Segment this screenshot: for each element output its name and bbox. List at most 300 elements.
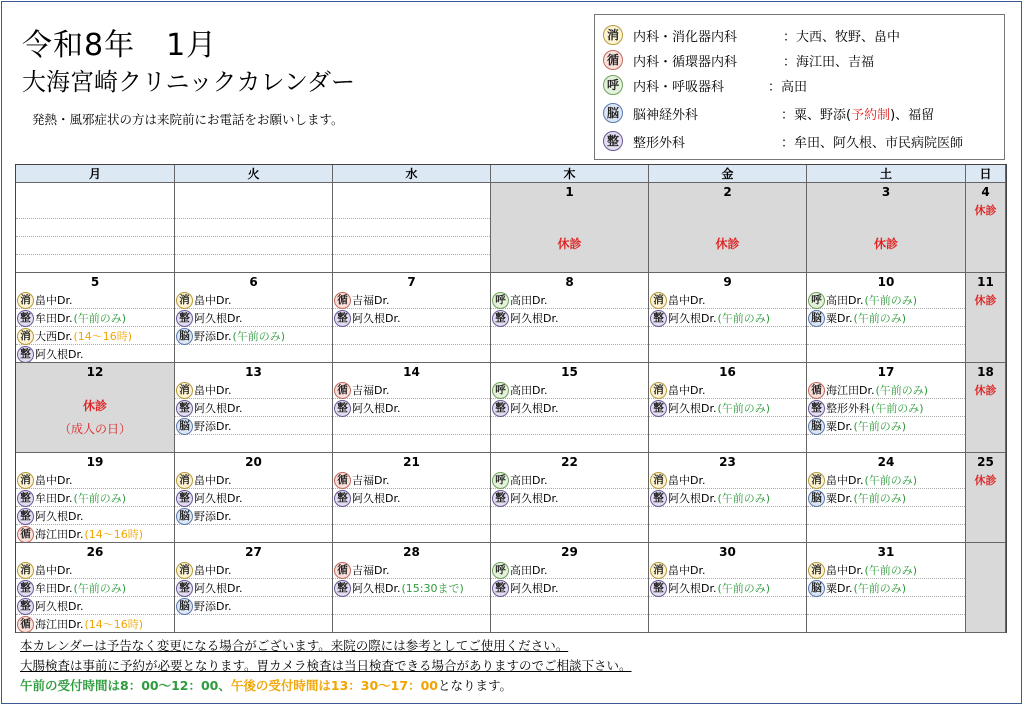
- department-badge-icon: 整: [334, 400, 351, 417]
- doctor-entry: [176, 417, 332, 435]
- schedule-note: (14～16時): [84, 528, 144, 541]
- doctor-entry: [808, 417, 965, 435]
- day-number: 19: [86, 455, 104, 469]
- doctor-name: 畠中Dr.: [194, 294, 232, 307]
- doctor-name: 阿久根Dr.: [194, 582, 243, 595]
- day-number: 23: [719, 455, 736, 469]
- doctor-name: 野添Dr.: [194, 510, 232, 523]
- doctor-entry: [17, 291, 174, 309]
- department-badge-icon: 整: [176, 580, 193, 597]
- day-cell: [649, 183, 807, 273]
- department-badge-icon: 脳: [808, 490, 825, 507]
- doctor-name: 畠中Dr.: [35, 564, 73, 577]
- department-badge-icon: 整: [176, 400, 193, 417]
- day-number: 9: [723, 275, 732, 289]
- day-number: 24: [877, 455, 895, 469]
- department-badge-icon: 循: [808, 382, 825, 399]
- department-badge-icon: 呼: [808, 292, 825, 309]
- department-badge-icon: 循: [334, 472, 351, 489]
- doctor-name: 吉福Dr.: [352, 474, 390, 487]
- doctor-entry: [492, 471, 648, 489]
- doctor-entry: [176, 507, 332, 525]
- day-cell: [491, 183, 649, 273]
- weekday-header: 水: [333, 165, 491, 183]
- department-badge-icon: 脳: [176, 418, 193, 435]
- doctor-name: 野添Dr.: [194, 600, 232, 613]
- doctor-entry: [17, 561, 174, 579]
- schedule-note: (午前のみ): [853, 312, 907, 325]
- department-badge-icon: 整: [492, 490, 509, 507]
- weekday-header: 日: [966, 165, 1006, 183]
- schedule-note: (午前のみ): [871, 402, 924, 415]
- doctor-name: 高田Dr.: [826, 294, 864, 307]
- sunday-closed-label: 休診: [974, 294, 997, 307]
- department-badge-icon: 整: [492, 400, 509, 417]
- department-badge-icon: 整: [17, 490, 34, 507]
- weekday-header: 月: [16, 165, 175, 183]
- department-badge-icon: 整: [650, 490, 667, 507]
- doctor-entry: [176, 597, 332, 615]
- doctor-name: 阿久根Dr.: [668, 582, 717, 595]
- doctor-entry: [808, 399, 965, 417]
- day-number: [966, 544, 1005, 560]
- weekday-header: 火: [175, 165, 333, 183]
- schedule-note: (午前のみ): [232, 330, 286, 343]
- doctor-entry: [808, 561, 965, 579]
- doctor-name: 阿久根Dr.: [352, 582, 401, 595]
- holiday-name: （成人の日）: [58, 422, 131, 436]
- day-number: 26: [86, 545, 104, 559]
- doctor-name: 阿久根Dr.: [668, 492, 717, 505]
- schedule-note: (午前のみ): [717, 492, 771, 505]
- doctor-name: 阿久根Dr.: [510, 402, 559, 415]
- doctor-name: 阿久根Dr.: [352, 492, 401, 505]
- doctor-entry: [808, 579, 965, 597]
- day-cell: [491, 363, 649, 453]
- sunday-closed-label: 休診: [974, 384, 997, 397]
- day-number: 5: [90, 275, 100, 289]
- weekday-header: 木: [491, 165, 649, 183]
- department-badge-icon: 循: [17, 526, 34, 543]
- doctor-entry: [650, 579, 806, 597]
- doctor-name: 畠中Dr.: [194, 564, 232, 577]
- department-badge-icon: 整: [17, 598, 34, 615]
- department-badge-icon: 整: [334, 310, 351, 327]
- closed-label: [807, 235, 965, 252]
- doctor-entry: [176, 399, 332, 417]
- weekday-header: 金: [649, 165, 807, 183]
- doctor-name: 阿久根Dr.: [35, 348, 84, 361]
- day-cell: [807, 363, 966, 453]
- doctor-entry: [808, 381, 965, 399]
- doctor-name: 畠中Dr.: [668, 294, 706, 307]
- legend-row: [603, 23, 998, 47]
- day-number: [333, 184, 490, 200]
- schedule-note: (午前のみ): [853, 582, 907, 595]
- doctor-entry: [492, 291, 648, 309]
- department-badge-icon: 消: [808, 562, 825, 579]
- doctor-name: 畠中Dr.: [194, 474, 232, 487]
- day-number: 16: [719, 365, 736, 379]
- doctor-entry: [650, 489, 806, 507]
- department-badge-icon: 消: [650, 562, 667, 579]
- doctor-name: 整形外科: [826, 402, 870, 415]
- doctor-name: 畠中Dr.: [35, 294, 73, 307]
- day-number: 25: [977, 455, 994, 469]
- doctor-name: 粟Dr.: [826, 582, 853, 595]
- doctor-entry: [492, 399, 648, 417]
- day-cell: [966, 453, 1006, 543]
- doctor-name: 阿久根Dr.: [510, 492, 559, 505]
- day-cell: [966, 273, 1006, 363]
- doctor-name: 吉福Dr.: [352, 564, 390, 577]
- doctor-entry: [334, 579, 490, 597]
- doctor-entry: [492, 489, 648, 507]
- department-badge-icon: 脳: [808, 580, 825, 597]
- schedule-note: (午前のみ): [73, 582, 127, 595]
- day-number: 22: [561, 455, 578, 469]
- closed-label: [491, 235, 648, 252]
- doctor-entry: [334, 381, 490, 399]
- doctor-entry: [334, 309, 490, 327]
- doctor-name: 畠中Dr.: [194, 384, 232, 397]
- day-cell: [649, 543, 807, 633]
- day-cell: [649, 363, 807, 453]
- department-badge-icon: 循: [603, 50, 623, 70]
- day-number: 7: [407, 275, 416, 289]
- footer-hours: [20, 676, 512, 694]
- doctor-name: 畠中Dr.: [668, 474, 706, 487]
- doctor-entry: [176, 327, 332, 345]
- doctor-entry: [17, 579, 174, 597]
- department-badge-icon: 整: [492, 310, 509, 327]
- department-badge-icon: 整: [603, 131, 623, 151]
- schedule-note: (午前のみ): [717, 582, 771, 595]
- department-badge-icon: 整: [17, 346, 34, 363]
- doctor-name: 高田Dr.: [510, 474, 548, 487]
- day-number: 27: [245, 545, 262, 559]
- doctor-name: 阿久根Dr.: [510, 582, 559, 595]
- department-badge-icon: 消: [176, 472, 193, 489]
- doctor-name: 高田Dr.: [510, 564, 548, 577]
- department-badge-icon: 消: [808, 472, 825, 489]
- department-badge-icon: 脳: [176, 598, 193, 615]
- day-number: 2: [723, 185, 732, 199]
- department-badge-icon: 呼: [492, 472, 509, 489]
- doctor-entry: [176, 579, 332, 597]
- doctor-name: 阿久根Dr.: [668, 312, 717, 325]
- day-cell: [333, 363, 491, 453]
- doctor-name: 畠中Dr.: [826, 474, 864, 487]
- doctor-entry: [650, 309, 806, 327]
- doctor-entry: [17, 327, 174, 345]
- day-number: 30: [719, 545, 736, 559]
- day-number: 21: [403, 455, 420, 469]
- day-cell: [333, 273, 491, 363]
- day-number: 18: [977, 365, 994, 379]
- calendar-grid: [15, 164, 1007, 633]
- doctor-name: 畠中Dr.: [668, 384, 706, 397]
- doctor-name: 吉福Dr.: [352, 384, 390, 397]
- doctor-entry: [650, 291, 806, 309]
- department-badge-icon: 消: [650, 382, 667, 399]
- doctor-entry: [176, 489, 332, 507]
- day-cell: [649, 453, 807, 543]
- day-cell: [807, 183, 966, 273]
- department-badge-icon: 脳: [808, 418, 825, 435]
- dotted-rule-lines: [175, 201, 332, 272]
- legend-row: [603, 48, 998, 72]
- department-badge-icon: 呼: [603, 75, 623, 95]
- doctor-entry: [176, 561, 332, 579]
- department-badge-icon: 消: [17, 328, 34, 345]
- department-badge-icon: 整: [334, 490, 351, 507]
- doctor-name: 阿久根Dr.: [194, 312, 243, 325]
- department-badge-icon: 消: [650, 472, 667, 489]
- department-badge-icon: 整: [650, 580, 667, 597]
- department-badge-icon: 整: [334, 580, 351, 597]
- doctor-name: 阿久根Dr.: [510, 312, 559, 325]
- doctor-name: 畠中Dr.: [826, 564, 864, 577]
- schedule-note: (14～16時): [84, 618, 144, 631]
- doctor-entry: [650, 561, 806, 579]
- title-clinic: 大海宮崎クリニックカレンダー: [22, 68, 355, 96]
- schedule-note: (午前のみ): [853, 492, 907, 505]
- department-badge-icon: 呼: [492, 382, 509, 399]
- day-number: 1: [565, 185, 574, 199]
- legend-doctors: [781, 104, 934, 123]
- doctor-entry: [334, 561, 490, 579]
- day-number: 28: [403, 545, 420, 559]
- department-badge-icon: 整: [492, 580, 509, 597]
- doctor-name: 畠中Dr.: [35, 474, 73, 487]
- sunday-closed-label: 休診: [974, 204, 997, 217]
- doctor-entry: [808, 471, 965, 489]
- doctor-entry: [17, 597, 174, 615]
- doctor-entry: [176, 291, 332, 309]
- department-badge-icon: 消: [650, 292, 667, 309]
- legend-department: 内科・循環器内科: [633, 54, 738, 70]
- legend-doctors-part: ：粟、野添(: [781, 107, 852, 123]
- doctor-name: 高田Dr.: [510, 294, 548, 307]
- department-badge-icon: 整: [650, 400, 667, 417]
- doctor-name: 阿久根Dr.: [352, 312, 401, 325]
- department-legend: [594, 14, 1005, 160]
- department-badge-icon: 整: [808, 400, 825, 417]
- day-cell: [175, 183, 333, 273]
- day-cell: [16, 273, 175, 363]
- day-cell: [966, 363, 1006, 453]
- doctor-name: 野添Dr.: [194, 420, 232, 433]
- legend-doctors-part: )、福留: [890, 107, 935, 123]
- doctor-name: 吉福Dr.: [352, 294, 390, 307]
- legend-doctors: ：海江田、吉福: [783, 54, 875, 70]
- closed-label: [649, 235, 806, 252]
- day-number: 13: [245, 365, 262, 379]
- schedule-note: (午前のみ): [875, 384, 929, 397]
- day-cell: [807, 273, 966, 363]
- doctor-name: 高田Dr.: [510, 384, 548, 397]
- schedule-note: (午前のみ): [864, 294, 918, 307]
- day-number: 15: [561, 365, 578, 379]
- day-number: 14: [403, 365, 420, 379]
- legend-doctors: ：高田: [768, 79, 808, 95]
- closed-text: 休診: [557, 237, 582, 251]
- doctor-entry: [492, 309, 648, 327]
- doctor-entry: [17, 309, 174, 327]
- doctor-name: 阿久根Dr.: [194, 492, 243, 505]
- footer-note-2: 大腸検査は事前に予約が必要となります。胃カメラ検査は当日検査できる場合がありますのでご相談下さい。: [20, 658, 632, 673]
- day-cell: [175, 453, 333, 543]
- doctor-entry: [17, 471, 174, 489]
- day-number: [175, 184, 332, 200]
- department-badge-icon: 消: [17, 562, 34, 579]
- doctor-entry: [808, 309, 965, 327]
- doctor-entry: [17, 345, 174, 363]
- schedule-note: (15:30まで): [401, 582, 464, 595]
- legend-department: 内科・呼吸器科: [633, 79, 725, 95]
- doctor-entry: [17, 507, 174, 525]
- doctor-entry: [492, 381, 648, 399]
- department-badge-icon: 消: [17, 472, 34, 489]
- legend-department: 脳神経外科: [633, 107, 699, 123]
- doctor-name: 阿久根Dr.: [194, 402, 243, 415]
- closed-text: 休診: [715, 237, 740, 251]
- schedule-note: (14～16時): [73, 330, 133, 343]
- day-cell: [491, 543, 649, 633]
- doctor-entry: [808, 291, 965, 309]
- footer-note-1: 本カレンダーは予告なく変更になる場合がございます。来院の際には参考としてご使用ください。: [20, 638, 569, 653]
- department-badge-icon: 呼: [492, 562, 509, 579]
- department-badge-icon: 循: [17, 616, 34, 633]
- doctor-name: 牟田Dr.: [35, 492, 73, 505]
- day-cell: [16, 363, 175, 453]
- schedule-note: (午前のみ): [73, 492, 127, 505]
- day-cell: [16, 543, 175, 633]
- fever-notice: 発熱・風邪症状の方は来院前にお電話をお願いします。: [32, 112, 344, 127]
- day-cell: [16, 453, 175, 543]
- day-number: 6: [249, 275, 258, 289]
- doctor-name: 阿久根Dr.: [352, 402, 401, 415]
- legend-doctors: ：牟田、阿久根、市民病院医師: [781, 135, 964, 151]
- doctor-entry: [334, 489, 490, 507]
- day-number: 29: [561, 545, 578, 559]
- doctor-name: 粟Dr.: [826, 312, 853, 325]
- department-badge-icon: 整: [17, 310, 34, 327]
- doctor-name: 畠中Dr.: [668, 564, 706, 577]
- doctor-entry: [492, 579, 648, 597]
- doctor-name: 粟Dr.: [826, 492, 853, 505]
- doctor-entry: [17, 525, 174, 543]
- schedule-note: (午前のみ): [864, 564, 918, 577]
- weekday-header: 土: [807, 165, 966, 183]
- department-badge-icon: 脳: [176, 328, 193, 345]
- doctor-entry: [808, 489, 965, 507]
- doctor-name: 大西Dr.: [35, 330, 73, 343]
- department-badge-icon: 整: [176, 310, 193, 327]
- day-cell: [649, 273, 807, 363]
- department-badge-icon: 整: [17, 580, 34, 597]
- doctor-entry: [650, 399, 806, 417]
- department-badge-icon: 脳: [808, 310, 825, 327]
- legend-department: 整形外科: [633, 135, 686, 151]
- day-cell: [491, 273, 649, 363]
- doctor-name: 牟田Dr.: [35, 582, 73, 595]
- department-badge-icon: 呼: [492, 292, 509, 309]
- doctor-entry: [492, 561, 648, 579]
- day-cell: [966, 543, 1006, 633]
- department-badge-icon: 消: [17, 292, 34, 309]
- day-number: 11: [977, 275, 994, 289]
- day-cell: [16, 183, 175, 273]
- day-cell: [966, 183, 1006, 273]
- schedule-note: (午前のみ): [853, 420, 907, 433]
- hours-pm: 午後の受付時間は13：30～17：00: [230, 678, 438, 693]
- doctor-name: 阿久根Dr.: [35, 600, 84, 613]
- day-cell: [807, 453, 966, 543]
- day-cell: [175, 543, 333, 633]
- doctor-name: 野添Dr.: [194, 330, 232, 343]
- department-badge-icon: 整: [17, 508, 34, 525]
- day-cell: [175, 273, 333, 363]
- department-badge-icon: 消: [176, 292, 193, 309]
- sunday-closed-label: 休診: [974, 474, 997, 487]
- legend-row: [603, 101, 998, 125]
- schedule-note: (午前のみ): [717, 312, 771, 325]
- reservation-note: 予約制: [851, 107, 891, 123]
- doctor-entry: [176, 471, 332, 489]
- closed-text: 休診: [873, 237, 898, 251]
- day-cell: [807, 543, 966, 633]
- legend-row: [603, 129, 998, 153]
- day-cell: [491, 453, 649, 543]
- doctor-entry: [334, 291, 490, 309]
- doctor-name: 海江田Dr.: [35, 618, 84, 631]
- day-number: 8: [565, 275, 574, 289]
- doctor-entry: [650, 471, 806, 489]
- day-number: 20: [245, 455, 262, 469]
- title-date: 令和8年 1月: [22, 28, 218, 63]
- schedule-note: (午前のみ): [73, 312, 127, 325]
- dotted-rule-lines: [16, 201, 174, 272]
- department-badge-icon: 循: [334, 292, 351, 309]
- department-badge-icon: 脳: [603, 103, 623, 123]
- day-number: 10: [877, 275, 895, 289]
- schedule-note: (午前のみ): [717, 402, 771, 415]
- department-badge-icon: 整: [650, 310, 667, 327]
- legend-row: [603, 73, 998, 97]
- legend-doctors: ：大西、牧野、畠中: [783, 29, 901, 45]
- doctor-entry: [334, 399, 490, 417]
- hours-tail: となります。: [437, 678, 512, 693]
- day-cell: [333, 453, 491, 543]
- doctor-name: 阿久根Dr.: [668, 402, 717, 415]
- department-badge-icon: 脳: [176, 508, 193, 525]
- doctor-entry: [17, 615, 174, 633]
- hours-am: 午前の受付時間は8：00～12：00、: [20, 678, 231, 693]
- day-cell: [333, 543, 491, 633]
- department-badge-icon: 循: [334, 382, 351, 399]
- doctor-entry: [334, 471, 490, 489]
- department-badge-icon: 消: [603, 25, 623, 45]
- closed-label: [16, 397, 174, 437]
- day-number: 4: [981, 185, 990, 199]
- day-number: 31: [877, 545, 895, 559]
- doctor-name: 阿久根Dr.: [35, 510, 84, 523]
- doctor-entry: [650, 381, 806, 399]
- doctor-name: 海江田Dr.: [826, 384, 875, 397]
- doctor-name: 牟田Dr.: [35, 312, 73, 325]
